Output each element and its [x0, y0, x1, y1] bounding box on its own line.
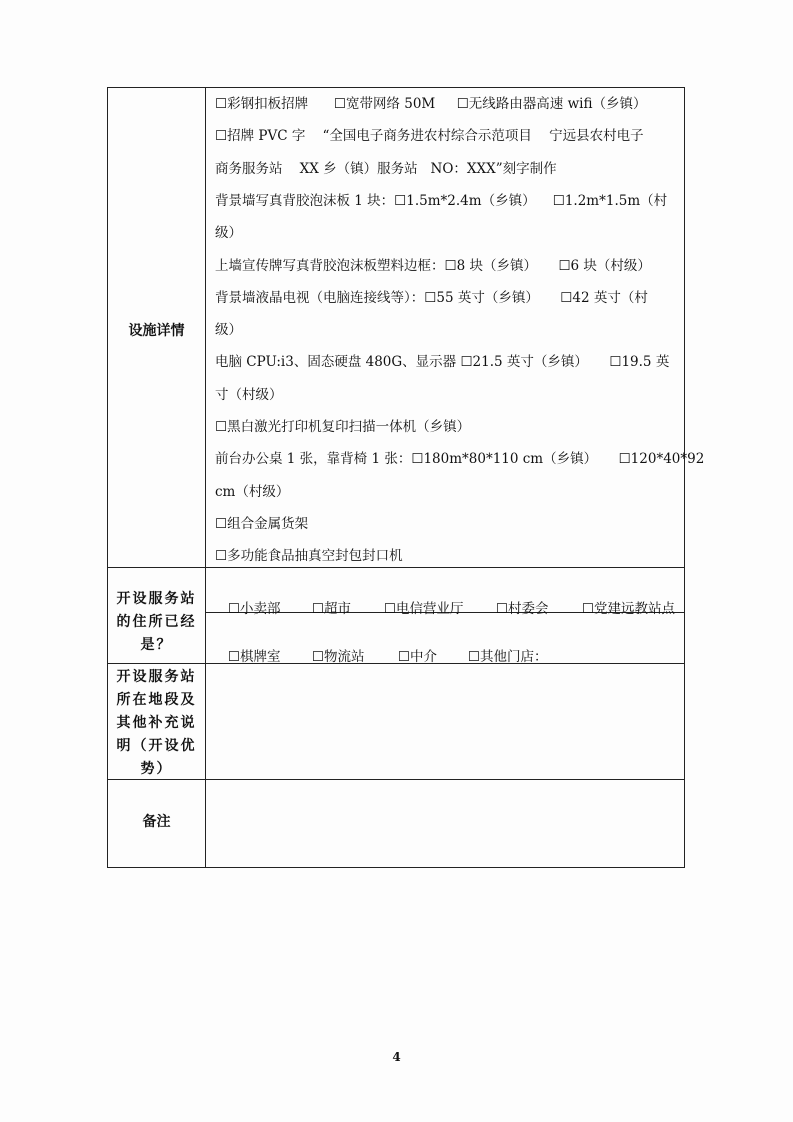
- option-checkbox[interactable]: ☐物流站: [311, 649, 365, 665]
- option-checkbox[interactable]: ☐棋牌室: [227, 649, 281, 665]
- facility-detail-line: 商务服务站 XX 乡（镇）服务站 NO：XXX”刻字制作: [215, 160, 557, 177]
- facility-detail-line: 背景墙写真背胶泡沫板 1 块：☐1.5m*2.4m（乡镇） ☐1.2m*1.5m（村: [215, 192, 668, 209]
- option-checkbox[interactable]: ☐小卖部: [227, 601, 281, 617]
- facility-detail-line: ☐彩钢扣板招牌 ☐宽带网络 50M ☐无线路由器高速 wifi（乡镇）: [215, 96, 647, 112]
- facility-detail-line: ☐组合金属货架: [215, 515, 309, 532]
- facility-detail-line: 背景墙液晶电视（电脑连接线等）：☐55 英寸（乡镇） ☐42 英寸（村: [215, 289, 648, 306]
- facility-detail-line: cm（村级）: [215, 483, 290, 500]
- facility-detail-line: ☐招牌 PVC 字 “全国电子商务进农村综合示范项目 宁远县农村电子: [215, 128, 644, 145]
- facility-detail-line: ☐多功能食品抽真空封包封口机: [215, 548, 403, 565]
- facility-detail-line: 电脑 CPU:i3、固态硬盘 480G、显示器 ☐21.5 英寸（乡镇） ☐19.5 英: [215, 354, 670, 371]
- option-checkbox[interactable]: ☐电信营业厅: [383, 601, 464, 617]
- option-checkbox[interactable]: ☐其他门店：: [467, 649, 548, 665]
- facility-detail-line: 前台办公桌 1 张，靠背椅 1 张：☐180m*80*110 cm（乡镇） ☐120*40*92: [215, 451, 705, 468]
- option-checkbox[interactable]: ☐超市: [311, 601, 351, 617]
- ownership-label: 开设服务站的住所已经是？: [116, 591, 197, 653]
- facility-detail-line: ☐黑白激光打印机复印扫描一体机（乡镇）: [215, 419, 471, 435]
- option-checkbox[interactable]: ☐党建远教站点: [581, 601, 675, 617]
- column-divider: [205, 88, 206, 867]
- row-divider: [108, 567, 684, 568]
- ownership-options-row2: [215, 630, 547, 684]
- option-checkbox[interactable]: ☐村委会: [495, 601, 549, 617]
- ownership-options-row1: [215, 582, 675, 636]
- facility-detail-line: 级）: [215, 322, 242, 339]
- option-checkbox[interactable]: ☐中介: [397, 649, 437, 665]
- facility-label: 设施详情: [128, 323, 185, 339]
- facility-detail-line: 寸（村级）: [215, 386, 283, 403]
- location-label: 开设服务站所在地段及其他补充说明（开设优势）: [116, 669, 197, 777]
- remarks-label: 备注: [142, 814, 171, 830]
- facility-detail-line: 上墙宣传牌写真背胶泡沫板塑料边框：☐8 块（乡镇） ☐6 块（村级）: [215, 257, 651, 274]
- facility-detail-line: 级）: [215, 225, 242, 242]
- form-table: [107, 87, 705, 868]
- page-number: 4: [392, 1050, 401, 1064]
